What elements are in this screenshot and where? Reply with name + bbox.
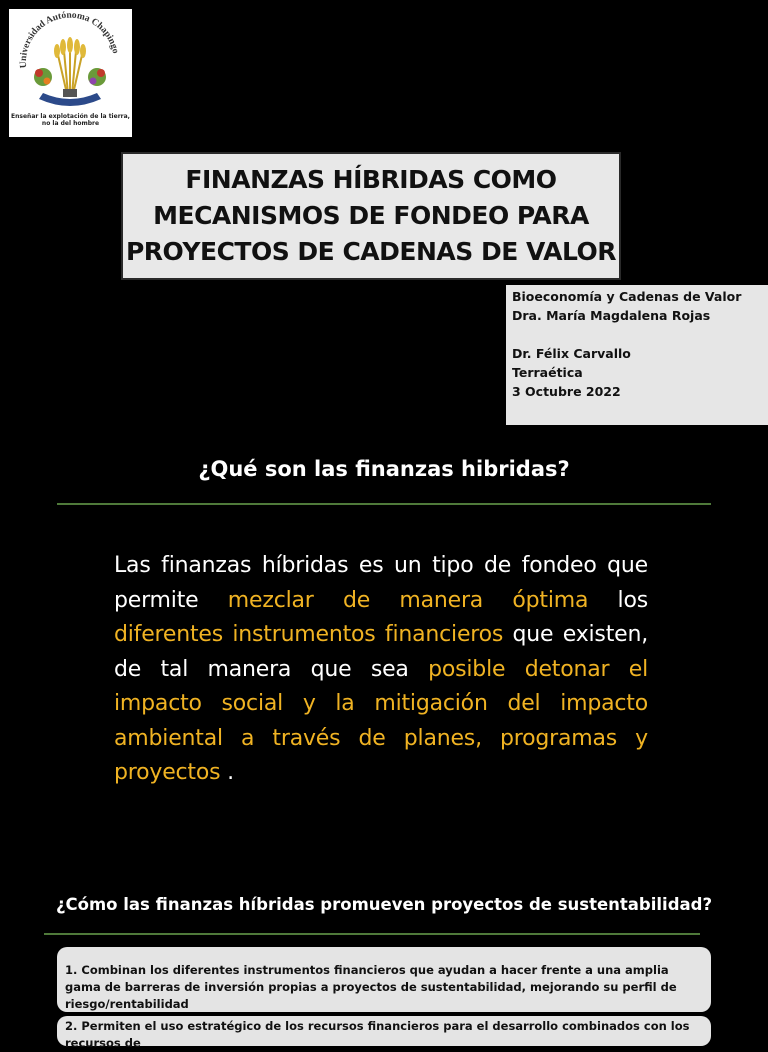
spacer xyxy=(512,325,768,344)
organization-name: Terraética xyxy=(512,365,583,380)
university-logo xyxy=(9,9,132,137)
highlight-text: diferentes instrumentos financieros xyxy=(114,622,504,647)
list-item: 1. Combinan los diferentes instrumentos financieros que ayudan a hacer frente a una amplia gama de barreras de inversión propias a proyectos de sustentabilidad, mejorando su perfil de riesgo/rentabilidad xyxy=(57,947,711,1012)
paragraph-text: . xyxy=(220,760,234,785)
question-heading: ¿Cómo las finanzas híbridas promueven proyectos de sustentabilidad? xyxy=(55,895,713,914)
course-name: Bioeconomía y Cadenas de Valor xyxy=(512,289,742,304)
divider xyxy=(57,503,711,505)
page-title: FINANZAS HÍBRIDAS COMO MECANISMOS DE FONDEO PARA PROYECTOS DE CADENAS DE VALOR xyxy=(125,165,617,266)
divider xyxy=(44,933,700,935)
paragraph-text: que existen, de tal manera que sea xyxy=(114,622,648,682)
info-box xyxy=(506,285,768,425)
author-name: Dr. Félix Carvallo xyxy=(512,346,631,361)
svg-text:Universidad Autónoma Chapingo: Universidad Autónoma Chapingo xyxy=(18,10,121,69)
definition-paragraph xyxy=(114,549,648,791)
list-item: 2. Permiten el uso estratégico de los recursos financieros para el desarrollo combinados con los recursos de xyxy=(57,1016,711,1046)
highlight-text: posible detonar el impacto social y la mitigación del impacto ambiental a través de planes, programas y proyectos xyxy=(114,656,649,785)
title-box xyxy=(123,154,619,278)
date: 3 Octubre 2022 xyxy=(512,384,621,399)
paragraph-text: los xyxy=(588,587,648,613)
professor-name: Dra. María Magdalena Rojas xyxy=(512,308,711,323)
section-heading: ¿Qué son las finanzas hibridas? xyxy=(198,457,570,481)
university-seal-icon xyxy=(9,9,132,113)
logo-motto: Enseñar la explotación de la tierra, no la del hombre xyxy=(11,113,130,127)
highlight-text: mezclar de manera óptima xyxy=(227,587,589,613)
paragraph-text: Las finanzas híbridas es un tipo de fondeo que permite xyxy=(114,553,648,613)
